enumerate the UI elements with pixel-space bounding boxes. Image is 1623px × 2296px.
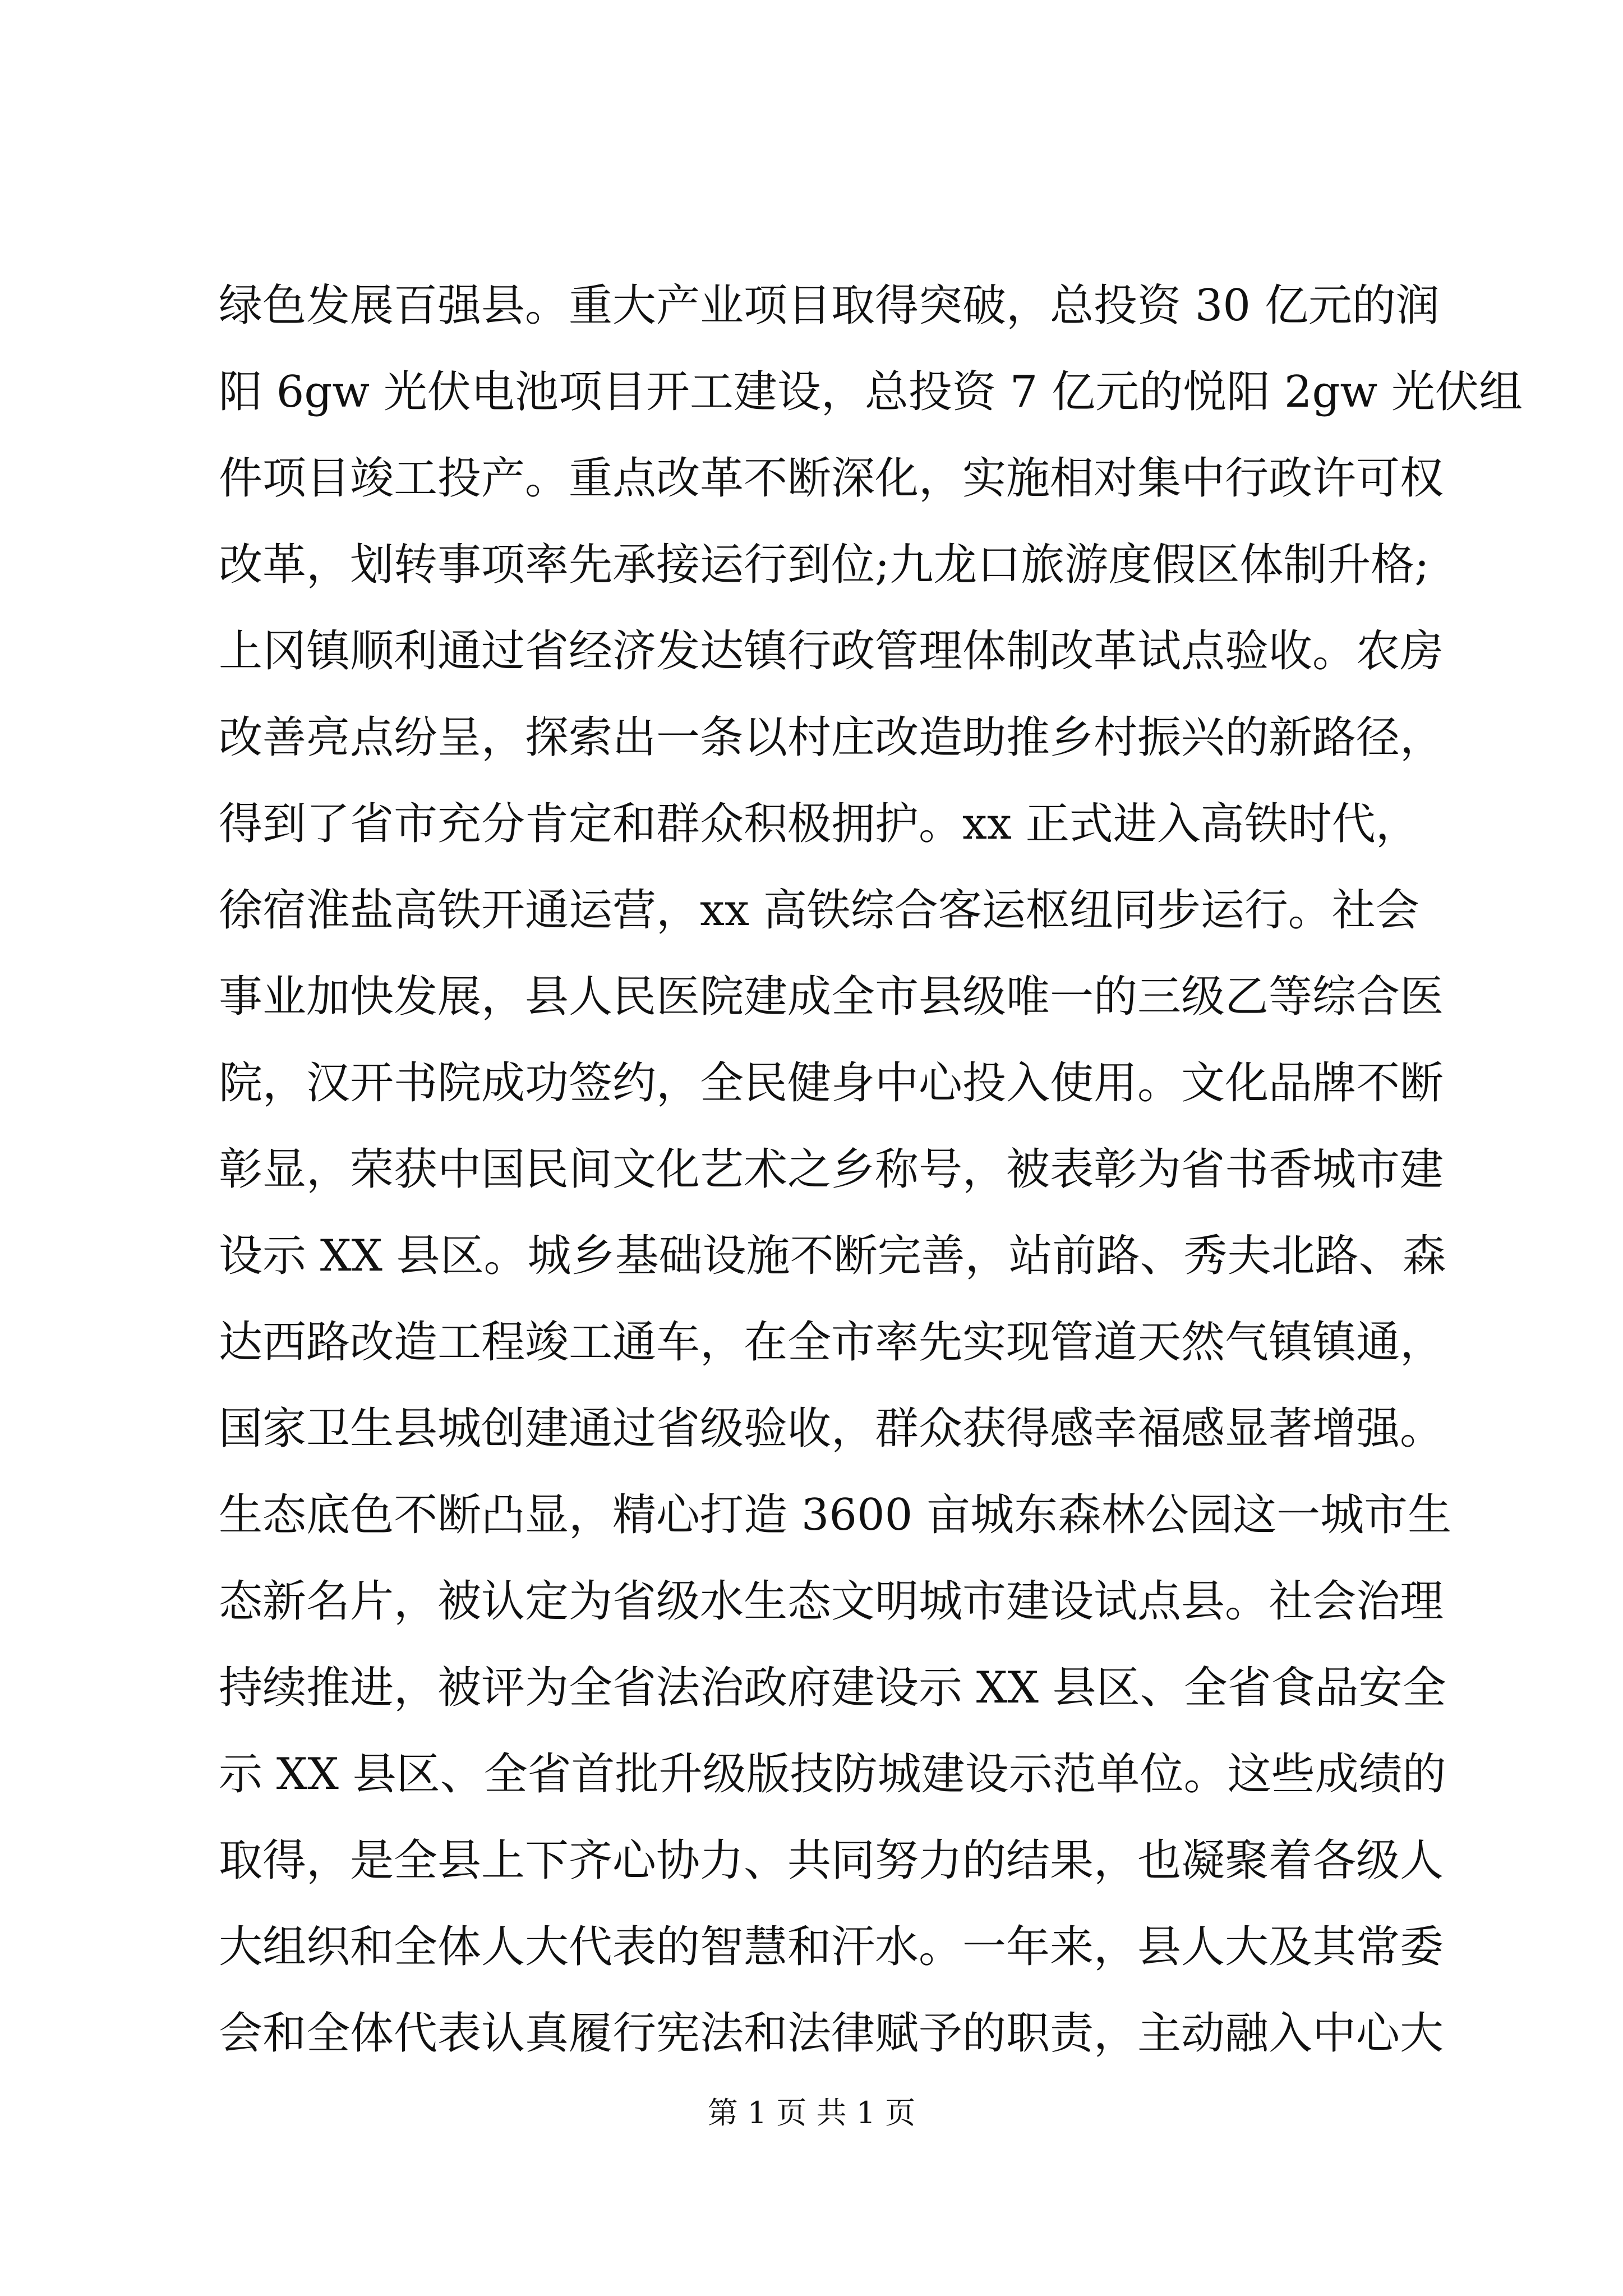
text-line: 院，汉开书院成功签约，全民健身中心投入使用。文化品牌不断 [219,1058,1444,1108]
text-line: 设示 XX 县区。城乡基础设施不断完善，站前路、秀夫北路、森 [219,1231,1446,1281]
text-line: 改革，划转事项率先承接运行到位;九龙口旅游度假区体制升格; [219,540,1430,590]
text-line: 改善亮点纷呈，探索出一条以村庄改造助推乡村振兴的新路径， [219,712,1444,763]
text-line: 国家卫生县城创建通过省级验收，群众获得感幸福感显著增强。 [219,1404,1444,1454]
text-line: 得到了省市充分肯定和群众积极拥护。xx 正式进入高铁时代， [219,799,1419,849]
text-line: 达西路改造工程竣工通车，在全市率先实现管道天然气镇镇通， [219,1317,1444,1368]
text-line: 大组织和全体人大代表的智慧和汗水。一年来，县人大及其常委 [219,1922,1444,1972]
text-line: 绿色发展百强县。重大产业项目取得突破，总投资 30 亿元的润 [219,280,1440,331]
text-line: 示 XX 县区、全省首批升级版技防城建设示范单位。这些成绩的 [219,1749,1446,1800]
body-paragraph [219,263,1523,2077]
text-line: 生态底色不断凸显，精心打造 3600 亩城东森林公园这一城市生 [219,1490,1452,1540]
page-number-footer: 第 1 页 共 1 页 [707,2095,916,2131]
text-line: 态新名片，被认定为省级水生态文明城市建设试点县。社会治理 [219,1576,1444,1627]
text-line: 持续推进，被评为全省法治政府建设示 XX 县区、全省食品安全 [219,1663,1446,1713]
text-line: 事业加快发展，县人民医院建成全市县级唯一的三级乙等综合医 [219,972,1444,1022]
text-line: 会和全体代表认真履行宪法和法律赋予的职责，主动融入中心大 [219,2008,1444,2059]
text-line: 件项目竣工投产。重点改革不断深化，实施相对集中行政许可权 [219,453,1444,504]
text-line: 上冈镇顺利通过省经济发达镇行政管理体制改革试点验收。农房 [219,626,1444,677]
text-line: 取得，是全县上下齐心协力、共同努力的结果，也凝聚着各级人 [219,1835,1444,1886]
text-line: 徐宿淮盐高铁开通运营，xx 高铁综合客运枢纽同步运行。社会 [219,885,1419,936]
text-line: 彰显，荣获中国民间文化艺术之乡称号，被表彰为省书香城市建 [219,1144,1444,1195]
text-line: 阳 6gw 光伏电池项目开工建设，总投资 7 亿元的悦阳 2gw 光伏组 [219,367,1523,417]
